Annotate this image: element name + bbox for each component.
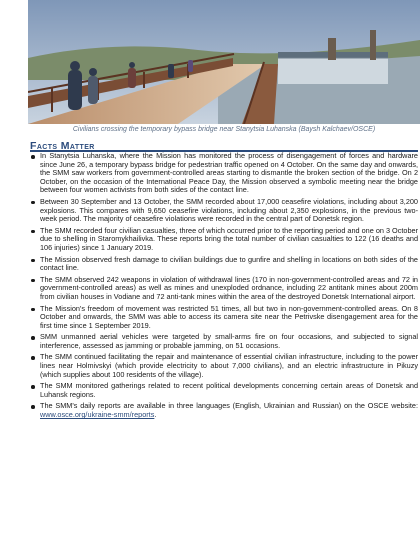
fact-item: In Stanytsia Luhanska, where the Mission has monitored the process of disengagement of forces and hardware since June 26, a temporary bypass bridge for pedestrian traffic opened on 4 October. On the same day and onwards, the SMM saw workers from government-controlled areas starting to dismantle the broken section of the bridge. On 2 October, on the occasion of the International Peace Day, the Mission observed a symbolic meeting near the bridge between four women activists from both sides of the contact line. bbox=[30, 152, 418, 195]
fact-item-reports bbox=[30, 402, 418, 419]
fact-item: The Mission observed fresh damage to civilian buildings due to gunfire and shelling in locations on both sides of the contact line. bbox=[30, 256, 418, 273]
fact-item: Between 30 September and 13 October, the SMM recorded about 17,000 ceasefire violations, including about 3,200 explosions. This compares with 9,650 ceasefire violations, including about 2,350 explosions, in the previous two-week period. The majority of ceasefire violations were recorded in the central part of Donetsk region. bbox=[30, 198, 418, 224]
photo-caption: Civilians crossing the temporary bypass bridge near Stanytsia Luhanska (Baysh Kalchaev/OSCE) bbox=[72, 126, 376, 133]
fact-item: The Mission's freedom of movement was restricted 51 times, all but two in non-government-controlled areas. On 8 October and onwards, the SMM was able to access its camera site near the Petrivske disengagement area for the first time since 1 September 2019. bbox=[30, 305, 418, 331]
section-heading bbox=[30, 136, 418, 152]
fact-item: The SMM continued facilitating the repair and maintenance of essential civilian infrastructure, including to the power lines near Holmivskyi (which provide electricity to about 7,000 civilians), and an electric infrastructure in Pikuzy (which supplies about 100 residents of the village). bbox=[30, 353, 418, 379]
fact-item: SMM unmanned aerial vehicles were targeted by small-arms fire on four occasions, and subjected to signal interference, assessed as jamming or probable jamming, on 51 occasions. bbox=[30, 333, 418, 350]
header-photo bbox=[28, 0, 420, 124]
section-heading-text: Facts Matter bbox=[30, 140, 95, 152]
reports-link[interactable]: www.osce.org/ukraine-smm/reports bbox=[40, 410, 155, 420]
reports-text: The SMM's daily reports are available in three languages (English, Ukrainian and Russian) on the OSCE website: bbox=[40, 401, 418, 411]
bridge-photo-illustration bbox=[28, 0, 420, 124]
fact-item: The SMM monitored gatherings related to recent political developments concerning certain areas of Donetsk and Luhansk regions. bbox=[30, 382, 418, 399]
reports-text-end: . bbox=[154, 410, 157, 420]
fact-item: The SMM observed 242 weapons in violation of withdrawal lines (170 in non-government-controlled areas and 72 in government-controlled areas) as well as mines and unexploded ordnance, including 22 antitank mines about 200m from civilian houses in Vodiane and 72 anti-tank mines within the area of the destroyed Donetsk International airport. bbox=[30, 276, 418, 302]
fact-item: The SMM recorded four civilian casualties, three of which occurred prior to the reporting period and one on 3 October due to shelling in Staromykhailivka. These reports bring the total number of civilian casualties to 122 (16 deaths and 106 injuries) since 1 January 2019. bbox=[30, 227, 418, 253]
facts-list bbox=[30, 152, 418, 423]
